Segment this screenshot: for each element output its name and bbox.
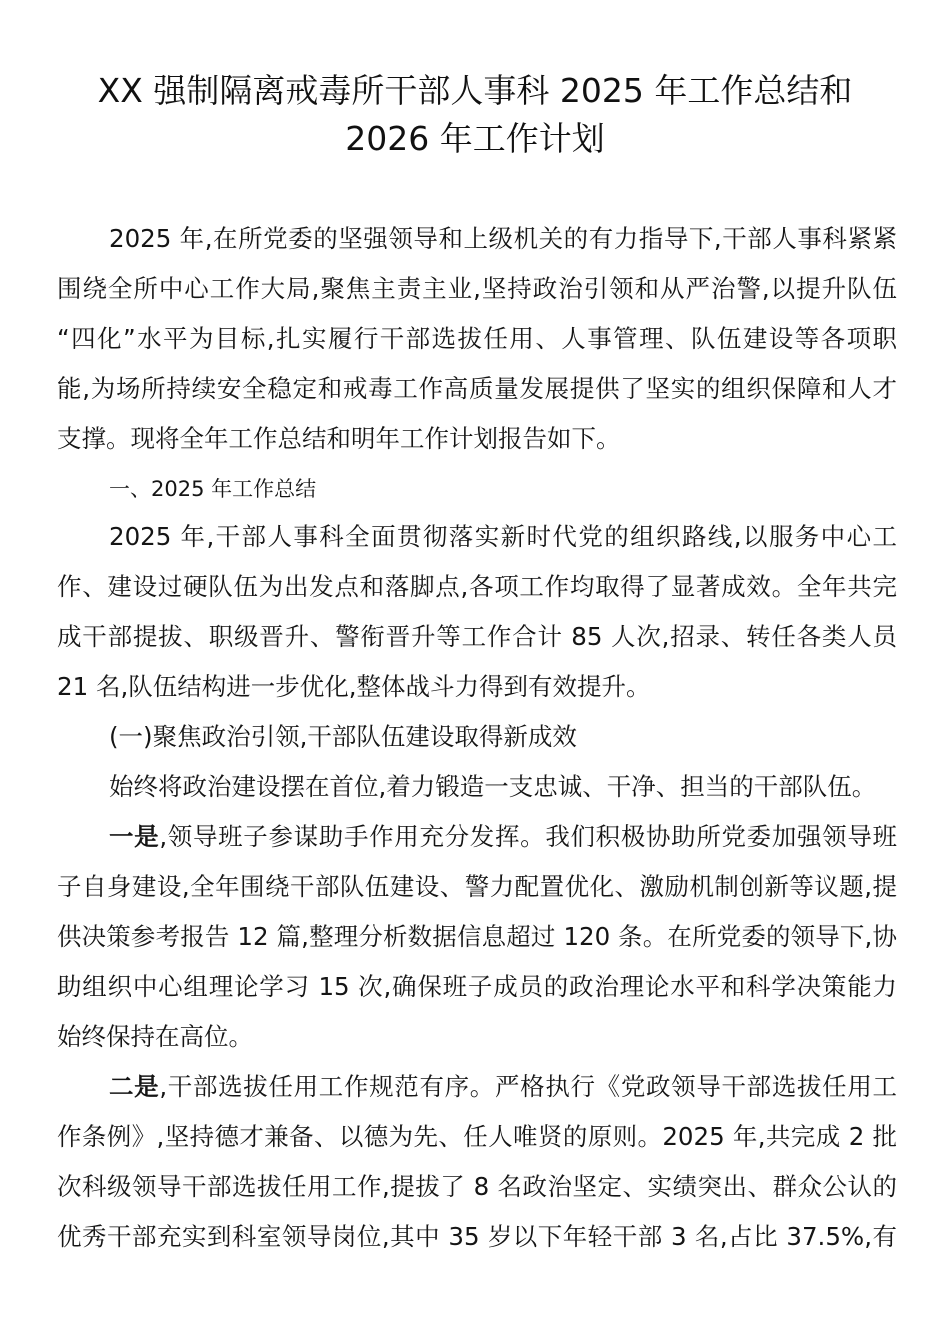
point-two-label: 二是 [109,1072,160,1101]
document-title-line-1: XX 强制隔离戒毒所干部人事科 2025 年工作总结和 [97,71,853,110]
intro-paragraph-line: 围绕全所中心工作大局,聚焦主责主业,坚持政治引领和从严治警,以提升队伍 [57,274,897,303]
point-one-label: 一是 [109,822,160,851]
point-one-line: 始终保持在高位。 [57,1022,253,1051]
point-two-line: 优秀干部充实到科室领导岗位,其中 35 岁以下年轻干部 3 名,占比 37.5%,有 [57,1222,897,1251]
subsection-intro: 始终将政治建设摆在首位,着力锻造一支忠诚、干净、担当的干部队伍。 [109,772,877,801]
point-one-first-line [109,820,897,854]
point-two-text: ,干部选拔任用工作规范有序。严格执行《党政领导干部选拔任用工 [159,1072,897,1101]
section-paragraph-line: 作、建设过硬队伍为出发点和落脚点,各项工作均取得了显著成效。全年共完 [57,572,897,601]
section-paragraph-line: 2025 年,干部人事科全面贯彻落实新时代党的组织路线,以服务中心工 [109,522,897,551]
section-heading: 一、2025 年工作总结 [109,477,317,501]
point-two-first-line [109,1070,897,1104]
intro-paragraph-line: 支撑。现将全年工作总结和明年工作计划报告如下。 [57,424,621,453]
point-two-line: 次科级领导干部选拔任用工作,提拔了 8 名政治坚定、实绩突出、群众公认的 [57,1172,897,1201]
point-one-line: 助组织中心组理论学习 15 次,确保班子成员的政治理论水平和科学决策能力 [57,972,897,1001]
section-paragraph-line: 21 名,队伍结构进一步优化,整体战斗力得到有效提升。 [57,672,651,701]
point-one-text: ,领导班子参谋助手作用充分发挥。我们积极协助所党委加强领导班 [159,822,897,851]
point-one-line: 供决策参考报告 12 篇,整理分析数据信息超过 120 条。在所党委的领导下,协 [57,922,897,951]
document-title-line-2: 2026 年工作计划 [345,119,605,158]
section-paragraph-line: 成干部提拔、职级晋升、警衔晋升等工作合计 85 人次,招录、转任各类人员 [57,622,897,651]
point-one-line: 子自身建设,全年围绕干部队伍建设、警力配置优化、激励机制创新等议题,提 [57,872,897,901]
point-two-line: 作条例》,坚持德才兼备、以德为先、任人唯贤的原则。2025 年,共完成 2 批 [57,1122,897,1151]
intro-paragraph-line: 2025 年,在所党委的坚强领导和上级机关的有力指导下,干部人事科紧紧 [109,224,897,253]
subsection-heading: (一)聚焦政治引领,干部队伍建设取得新成效 [109,722,577,751]
intro-paragraph-line: 能,为场所持续安全稳定和戒毒工作高质量发展提供了坚实的组织保障和人才 [57,374,897,403]
intro-paragraph-line: “四化”水平为目标,扎实履行干部选拔任用、人事管理、队伍建设等各项职 [57,324,897,353]
